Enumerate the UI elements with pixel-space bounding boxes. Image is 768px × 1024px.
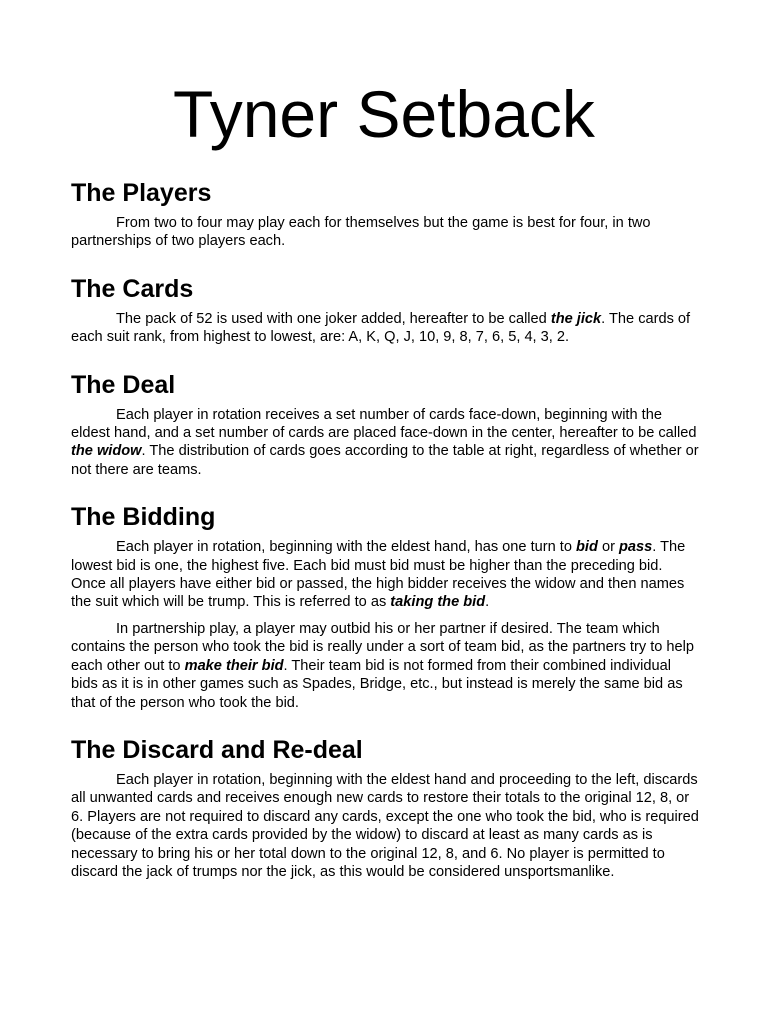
text-run: Each player in rotation, beginning with the eldest hand, has one turn to — [116, 539, 577, 556]
emphasis — [619, 539, 652, 555]
text-run: or — [597, 539, 619, 556]
section-the-bidding — [71, 502, 699, 712]
emphasized-term: the jick — [550, 310, 602, 327]
paragraph — [71, 538, 699, 612]
text-run: . — [485, 594, 490, 611]
text-run: From two to four may play each for themselves but the game is best for four, in two partnerships of two players each. — [71, 215, 651, 250]
text-run: . The lowest bid is one, the highest five. Each bid must bid must be higher than the preceding bid. Once all players have either bid or passed, the high bidder receives the widow and then names the suit which will be trump. This is referred to as — [71, 539, 686, 611]
paragraph — [71, 310, 699, 347]
emphasized-term: bid — [576, 539, 598, 556]
text-run: The pack of 52 is used with one joker added, hereafter to be called — [116, 310, 551, 327]
paragraph — [71, 406, 699, 480]
paragraph — [71, 620, 699, 712]
emphasis — [185, 658, 284, 674]
section-the-cards — [71, 274, 699, 347]
section-the-players — [71, 178, 699, 251]
paragraph — [71, 214, 699, 251]
text-run: . The cards of each suit rank, from highest to lowest, are: A, K, Q, J, 10, 9, 8, 7, 6, 5, 4, 3, 2. — [71, 310, 691, 346]
emphasized-term: the widow — [71, 443, 142, 460]
section-the-discard-and-re-deal — [71, 735, 699, 881]
text-run: In partnership play, a player may outbid his or her partner if desired. The team which contains the person who took the bid is really under a sort of team bid, as the partners try to help each other out to — [71, 620, 695, 674]
emphasized-term: make their bid — [184, 657, 284, 674]
section-heading: The Players — [71, 179, 212, 207]
text-run: . Their team bid is not formed from their combined individual bids as it is in other games such as Spades, Bridge, etc., but instead is merely the same bid as that of the person who took the bid. — [71, 657, 683, 711]
section-heading: The Discard and Re-deal — [71, 735, 363, 764]
document-title: Tyner Setback — [173, 77, 595, 151]
emphasis — [71, 443, 142, 459]
section-heading: The Deal — [71, 370, 176, 399]
document-body — [71, 178, 699, 904]
text-run: . The distribution of cards goes according to the table at right, regardless of whether or not there are teams. — [71, 443, 699, 478]
text-run: Each player in rotation, beginning with the eldest hand and proceeding to the left, discards all unwanted cards and receives enough new cards to restore their totals to the original 12, 8, or 6. Players are not required to discard any cards, except the one who took the bid, who is required (because of the extra cards provided by the widow) to discard at least as many cards as is necessary to bring his or her total down to the original 12, 8, and 6. No player is permitted to discard the jack of trumps nor the jick, as this would be considered unsportsmanlike. — [71, 771, 699, 880]
emphasis — [576, 539, 598, 555]
emphasis — [551, 311, 601, 327]
section-heading: The Bidding — [71, 503, 216, 532]
text-run: Each player in rotation receives a set number of cards face-down, beginning with the eldest hand, and a set number of cards are placed face-down in the center, hereafter to be called — [71, 406, 697, 442]
section-the-deal — [71, 370, 699, 480]
section-heading: The Cards — [71, 274, 194, 303]
emphasized-term: pass — [619, 539, 653, 556]
emphasized-term: taking the bid — [390, 594, 486, 611]
paragraph — [71, 771, 699, 881]
emphasis — [390, 594, 485, 610]
